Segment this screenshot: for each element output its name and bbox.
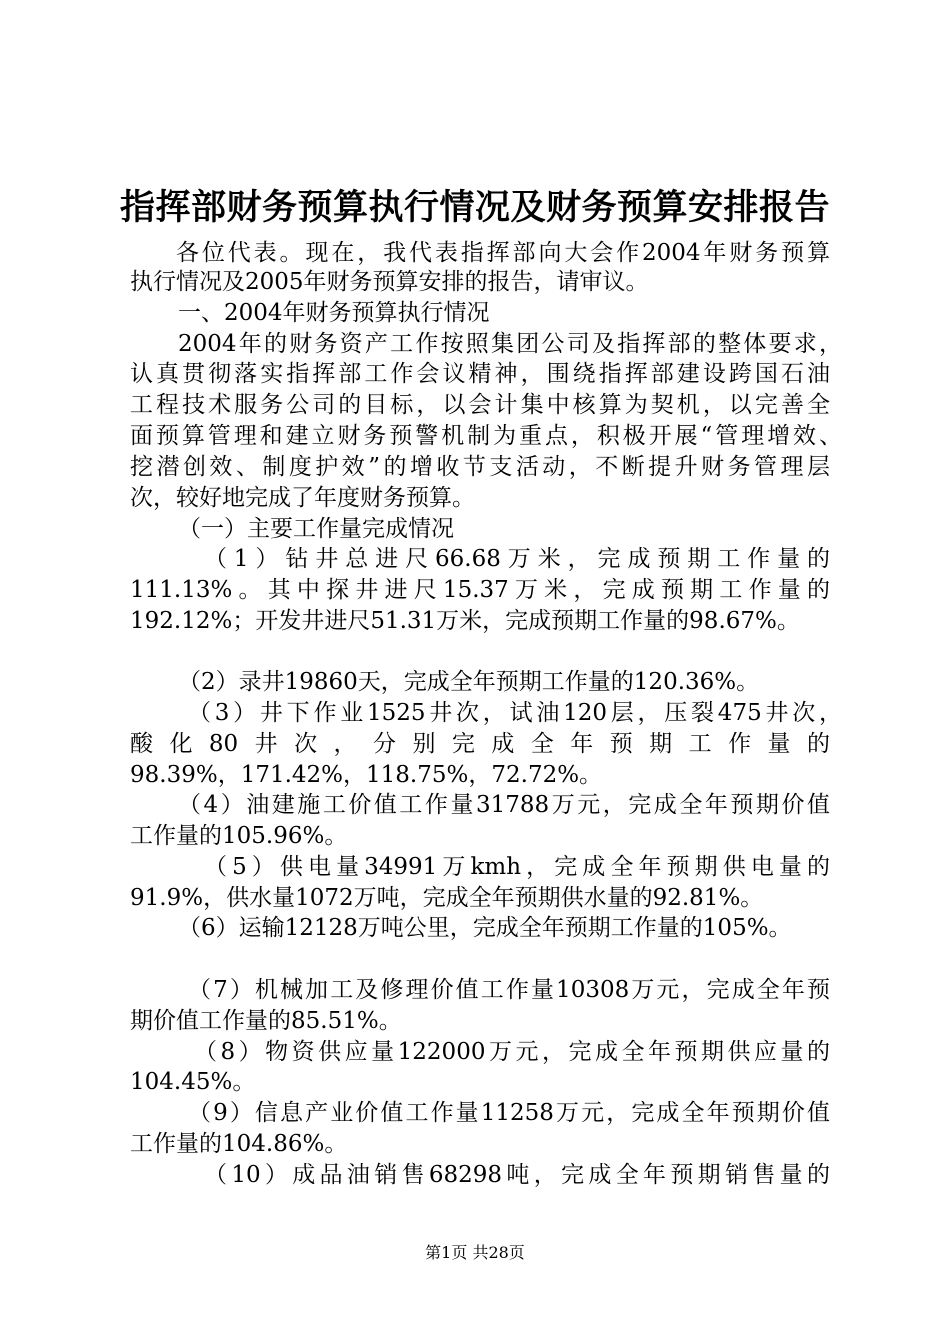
paragraph-line: 期价值工作量的85.51%。	[130, 1008, 402, 1034]
document-title: 指挥部财务预算执行情况及财务预算安排报告	[119, 187, 830, 228]
paragraph-line: 酸化80井次，分别完成全年预期工作量的	[130, 731, 830, 757]
paragraph-line: （5）供电量34991万kmh，完成全年预期供电量的	[204, 854, 830, 880]
paragraph-line: 执行情况及2005年财务预算安排的报告，请审议。	[130, 269, 649, 295]
paragraph-line: 面预算管理和建立财务预警机制为重点，积极开展“管理增效、	[130, 423, 842, 449]
page-footer: 第1页 共28页	[425, 1243, 525, 1262]
section-heading: 一、2004年财务预算执行情况	[178, 300, 490, 326]
paragraph-line: 挖潜创效、制度护效”的增收节支活动，不断提升财务管理层	[130, 454, 830, 480]
paragraph-line: （2）录井19860天，完成全年预期工作量的120.36%。	[178, 669, 760, 695]
paragraph-line: （1）钻井总进尺66.68万米，完成预期工作量的	[204, 546, 830, 572]
paragraph-line: （6）运输12128万吨公里，完成全年预期工作量的105%。	[178, 915, 792, 941]
paragraph-line: 91.9%，供水量1072万吨，完成全年预期供水量的92.81%。	[130, 885, 764, 911]
paragraph-line: 次，较好地完成了年度财务预算。	[130, 485, 475, 511]
paragraph-line: （3）井下作业1525井次，试油120层，压裂475井次，	[188, 700, 842, 726]
paragraph-line: 104.45%。	[130, 1069, 256, 1095]
paragraph-line: （10）成品油销售68298吨，完成全年预期销售量的	[204, 1162, 830, 1188]
paragraph-line: 192.12%；开发井进尺51.31万米，完成预期工作量的98.67%。	[130, 608, 800, 634]
paragraph-line: （7）机械加工及修理价值工作量10308万元，完成全年预	[188, 977, 830, 1003]
paragraph-line: 111.13%。其中探井进尺15.37万米，完成预期工作量的	[130, 577, 830, 603]
paragraph-line: 工作量的105.96%。	[130, 823, 348, 849]
paragraph-line: 98.39%，171.42%，118.75%，72.72%。	[130, 762, 603, 788]
paragraph-line: （8）物资供应量122000万元，完成全年预期供应量的	[194, 1039, 830, 1065]
subsection-heading: （一）主要工作量完成情况	[178, 516, 454, 542]
paragraph-line: （9）信息产业价值工作量11258万元，完成全年预期价值	[188, 1100, 830, 1126]
paragraph-line: 认真贯彻落实指挥部工作会议精神，围绕指挥部建设跨国石油	[130, 361, 830, 387]
paragraph-line: （4）油建施工价值工作量31788万元，完成全年预期价值	[178, 792, 830, 818]
paragraph-line: 2004年的财务资产工作按照集团公司及指挥部的整体要求，	[178, 331, 842, 357]
paragraph-line: 各位代表。现在，我代表指挥部向大会作2004年财务预算	[176, 240, 830, 266]
paragraph-line: 工作量的104.86%。	[130, 1131, 348, 1157]
paragraph-line: 工程技术服务公司的目标，以会计集中核算为契机，以完善全	[130, 392, 830, 418]
